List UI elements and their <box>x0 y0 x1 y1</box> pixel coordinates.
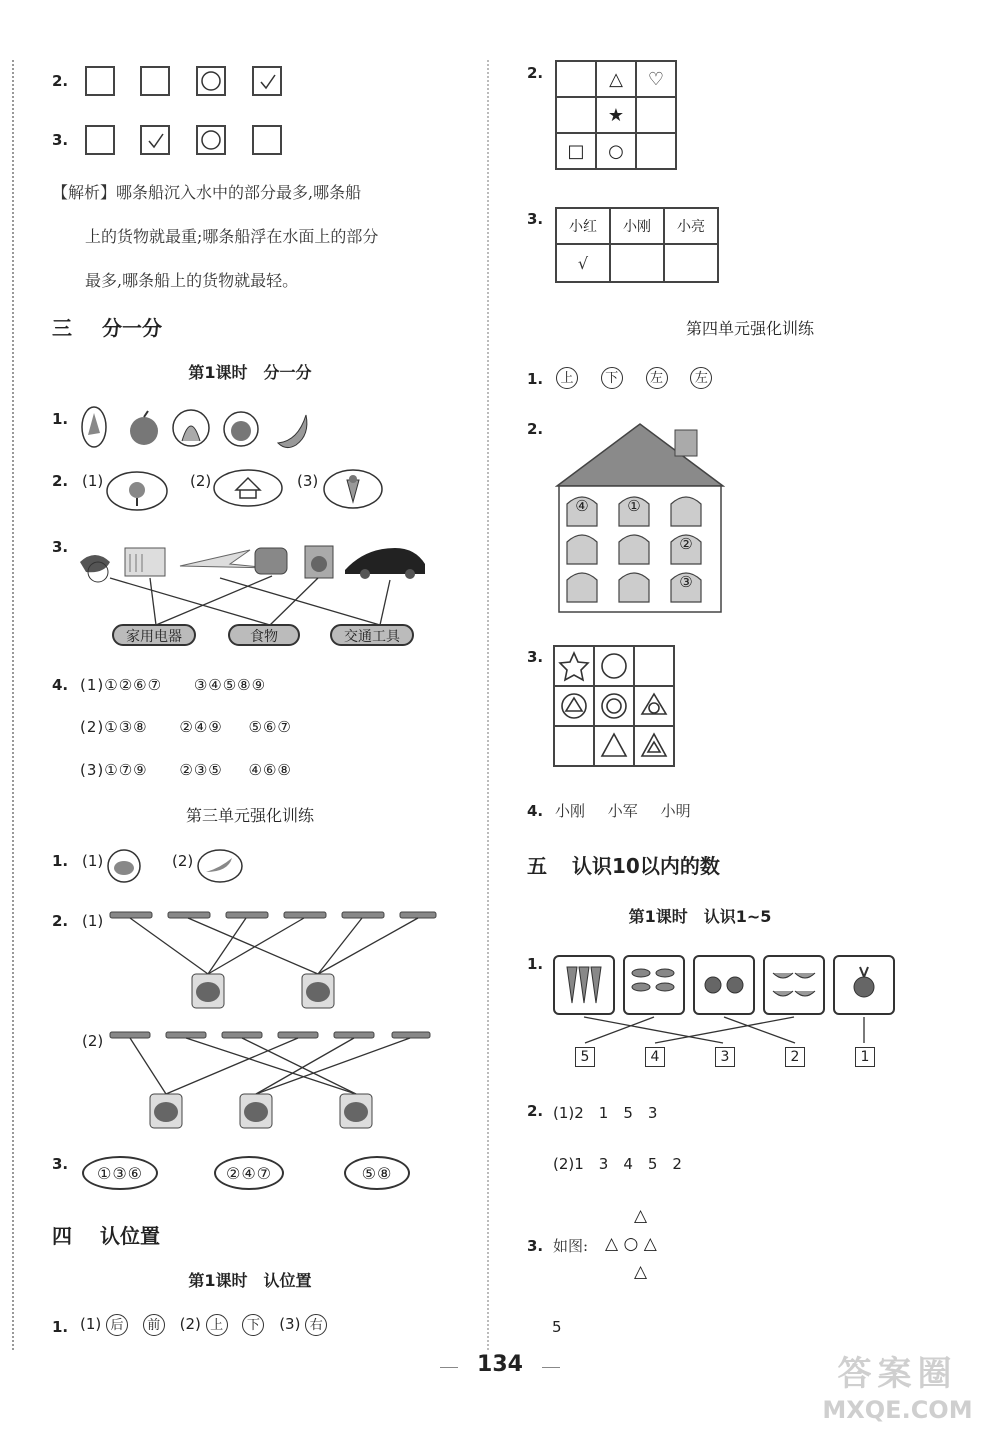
right-q3-label: 3. <box>527 210 544 228</box>
page-number: 134 <box>477 1352 523 1377</box>
grid-cell <box>636 133 676 169</box>
group-oval-1: ①③⑥ <box>82 1156 158 1190</box>
stick-matching-1 <box>108 908 438 1016</box>
answer-box-empty <box>140 66 170 96</box>
grid-cell: □ <box>556 133 596 169</box>
grid-cell <box>636 97 676 133</box>
lesson-title: 第1课时 分一分 <box>188 363 312 382</box>
watermark-logo: 答案圈 <box>837 1354 958 1394</box>
group-oval-2: ②④⑦ <box>214 1156 284 1190</box>
answer-box-circle <box>196 66 226 96</box>
q4-group: ①②⑥⑦ <box>104 676 163 694</box>
review-q2-label: 2. <box>52 912 69 930</box>
name-answer: 小军 <box>607 802 638 820</box>
picture-card <box>623 955 685 1015</box>
n-q2-label: 2. <box>527 1102 544 1120</box>
r4-q4-label: 4. <box>527 802 544 820</box>
check-cell <box>664 244 718 282</box>
lesson-title: 第1课时 认位置 <box>188 1271 312 1290</box>
answer-circle: 下 <box>601 367 623 389</box>
category-transport: 交通工具 <box>330 624 414 646</box>
name-answer: 小明 <box>660 802 691 820</box>
number-box: 4 <box>645 1047 665 1067</box>
shapes-middle-row: △ ○ △ <box>605 1234 657 1254</box>
n-q3-text: 如图: <box>553 1237 589 1255</box>
q3-label: 3. <box>52 131 69 149</box>
unit3-review-title: 第三单元强化训练 <box>185 806 314 825</box>
q4-row-label: (3) <box>80 761 105 779</box>
window-label: ④ <box>575 497 589 515</box>
number-box: 2 <box>785 1047 805 1067</box>
answer-box-empty <box>252 125 282 155</box>
answer-circle: 左 <box>690 367 712 389</box>
number-box: 3 <box>715 1047 735 1067</box>
grid-cell: ★ <box>596 97 636 133</box>
review-q1-part-1: (1) <box>82 852 104 870</box>
group-oval-3: ⑤⑧ <box>344 1156 410 1190</box>
watermark-url: MXQE.COM <box>822 1396 973 1424</box>
review-q1-part-2: (2) <box>172 852 194 870</box>
analysis-line-1: 【解析】哪条船沉入水中的部分最多,哪条船 <box>52 183 362 202</box>
number-matching-lines <box>553 1015 883 1047</box>
picture-card <box>833 955 895 1015</box>
q4-group: ②④⑨ <box>179 718 223 736</box>
check-cell <box>610 244 664 282</box>
answer-circle: 左 <box>646 367 668 389</box>
name-header: 小亮 <box>664 208 718 244</box>
number-box: 5 <box>575 1047 595 1067</box>
pos-part-label: (1) <box>80 1315 102 1333</box>
n-q3-label: 3. <box>527 1237 544 1255</box>
answer-box-circle <box>196 125 226 155</box>
analysis-line-2: 上的货物就最重;哪条船浮在水面上的部分 <box>85 227 379 246</box>
pos-q1-label: 1. <box>52 1318 69 1336</box>
q4-group: ①⑦⑨ <box>104 761 148 779</box>
section-5-title: 认识10以内的数 <box>572 854 720 878</box>
answer-circle: 后 <box>106 1314 128 1336</box>
name-answer: 小刚 <box>555 802 586 820</box>
answer-circle: 下 <box>242 1314 264 1336</box>
r4-q1-answers <box>556 367 722 389</box>
triangle-top: △ <box>634 1206 648 1226</box>
check-cell: √ <box>556 244 610 282</box>
column-divider <box>487 60 489 1350</box>
page-number-rule-left <box>440 1367 458 1368</box>
unit4-review-title: 第四单元强化训练 <box>685 319 814 338</box>
r4-q1-label: 1. <box>527 370 544 388</box>
grid-cell: ○ <box>596 133 636 169</box>
review-q2-part-1: (1) <box>82 912 104 930</box>
triangle-bottom: △ <box>634 1262 648 1282</box>
name-header: 小红 <box>556 208 610 244</box>
n-q2-row-1: (1)2 1 5 3 <box>553 1104 658 1122</box>
r4-q2-label: 2. <box>527 420 544 438</box>
q2-part-1: (1) <box>82 472 104 490</box>
circled-picture-2 <box>196 848 244 884</box>
review-q1-label: 1. <box>52 852 69 870</box>
page-number-rule-right <box>542 1367 560 1368</box>
review-q2-part-2: (2) <box>82 1032 104 1050</box>
q3-label: 3. <box>52 538 69 556</box>
category-food: 食物 <box>228 624 300 646</box>
left-dotted-margin <box>12 60 14 1350</box>
q2-part-2: (2) <box>190 472 212 490</box>
q4-group: ⑤⑥⑦ <box>248 718 292 736</box>
category-appliances: 家用电器 <box>112 624 196 646</box>
n-q2-row-2: (2)1 3 4 5 2 <box>553 1155 682 1173</box>
ellipse-picture-3 <box>322 468 384 510</box>
window-label: ① <box>627 497 641 515</box>
pos-q1-answers <box>80 1314 337 1336</box>
q4-row-3 <box>80 761 292 779</box>
q4-group: ①③⑧ <box>104 718 148 736</box>
q2-label: 2. <box>52 72 69 90</box>
answer-box-empty <box>85 125 115 155</box>
shape-grid <box>553 645 675 767</box>
position-grid <box>555 60 677 170</box>
q4-group: ③④⑤⑧⑨ <box>193 676 267 694</box>
stick-matching-2 <box>108 1028 438 1136</box>
answer-circle: 上 <box>556 367 578 389</box>
n-q4-value: 5 <box>552 1318 562 1336</box>
grid-cell: ♡ <box>636 61 676 97</box>
window-label: ② <box>679 535 693 553</box>
r4-q4-answers <box>555 800 691 821</box>
q2-part-3: (3) <box>297 472 319 490</box>
ellipse-picture-1 <box>105 470 170 512</box>
analysis-line-3: 最多,哪条船上的货物就最轻。 <box>85 271 299 290</box>
right-q2-label: 2. <box>527 64 544 82</box>
q4-row-label: (2) <box>80 718 105 736</box>
pos-part-label: (2) <box>179 1315 201 1333</box>
q4-label: 4. <box>52 676 69 694</box>
circled-picture-1 <box>106 848 142 884</box>
ellipse-picture-2 <box>212 468 284 508</box>
window-label: ③ <box>679 573 693 591</box>
name-header: 小刚 <box>610 208 664 244</box>
answer-circle: 上 <box>206 1314 228 1336</box>
pos-part-label: (3) <box>279 1315 301 1333</box>
q1-label: 1. <box>52 410 69 428</box>
grid-cell <box>556 61 596 97</box>
section-4-title: 认位置 <box>100 1224 160 1248</box>
n-q1-label: 1. <box>527 955 544 973</box>
number-box: 1 <box>855 1047 875 1067</box>
lesson-title: 第1课时 认识1~5 <box>628 907 772 926</box>
q4-row-2 <box>80 718 292 736</box>
q4-row-1 <box>80 676 266 694</box>
q4-group: ④⑥⑧ <box>248 761 292 779</box>
fruit-images <box>78 405 318 455</box>
answer-box-empty <box>85 66 115 96</box>
grid-cell <box>556 97 596 133</box>
q2-label: 2. <box>52 472 69 490</box>
answer-box-check <box>252 66 282 96</box>
review-q3-label: 3. <box>52 1155 69 1173</box>
section-3-number: 三 <box>52 316 72 340</box>
section-5-number: 五 <box>527 854 547 878</box>
answer-circle: 前 <box>143 1314 165 1336</box>
names-table <box>555 207 719 283</box>
r4-q3-label: 3. <box>527 648 544 666</box>
q4-group: ②③⑤ <box>179 761 223 779</box>
section-4-number: 四 <box>52 1224 72 1248</box>
answer-box-check <box>140 125 170 155</box>
picture-card <box>693 955 755 1015</box>
section-3-title: 分一分 <box>102 316 162 340</box>
q4-row-label: (1) <box>80 676 105 694</box>
answer-circle: 右 <box>305 1314 327 1336</box>
picture-card <box>763 955 825 1015</box>
grid-cell: △ <box>596 61 636 97</box>
picture-card <box>553 955 615 1015</box>
